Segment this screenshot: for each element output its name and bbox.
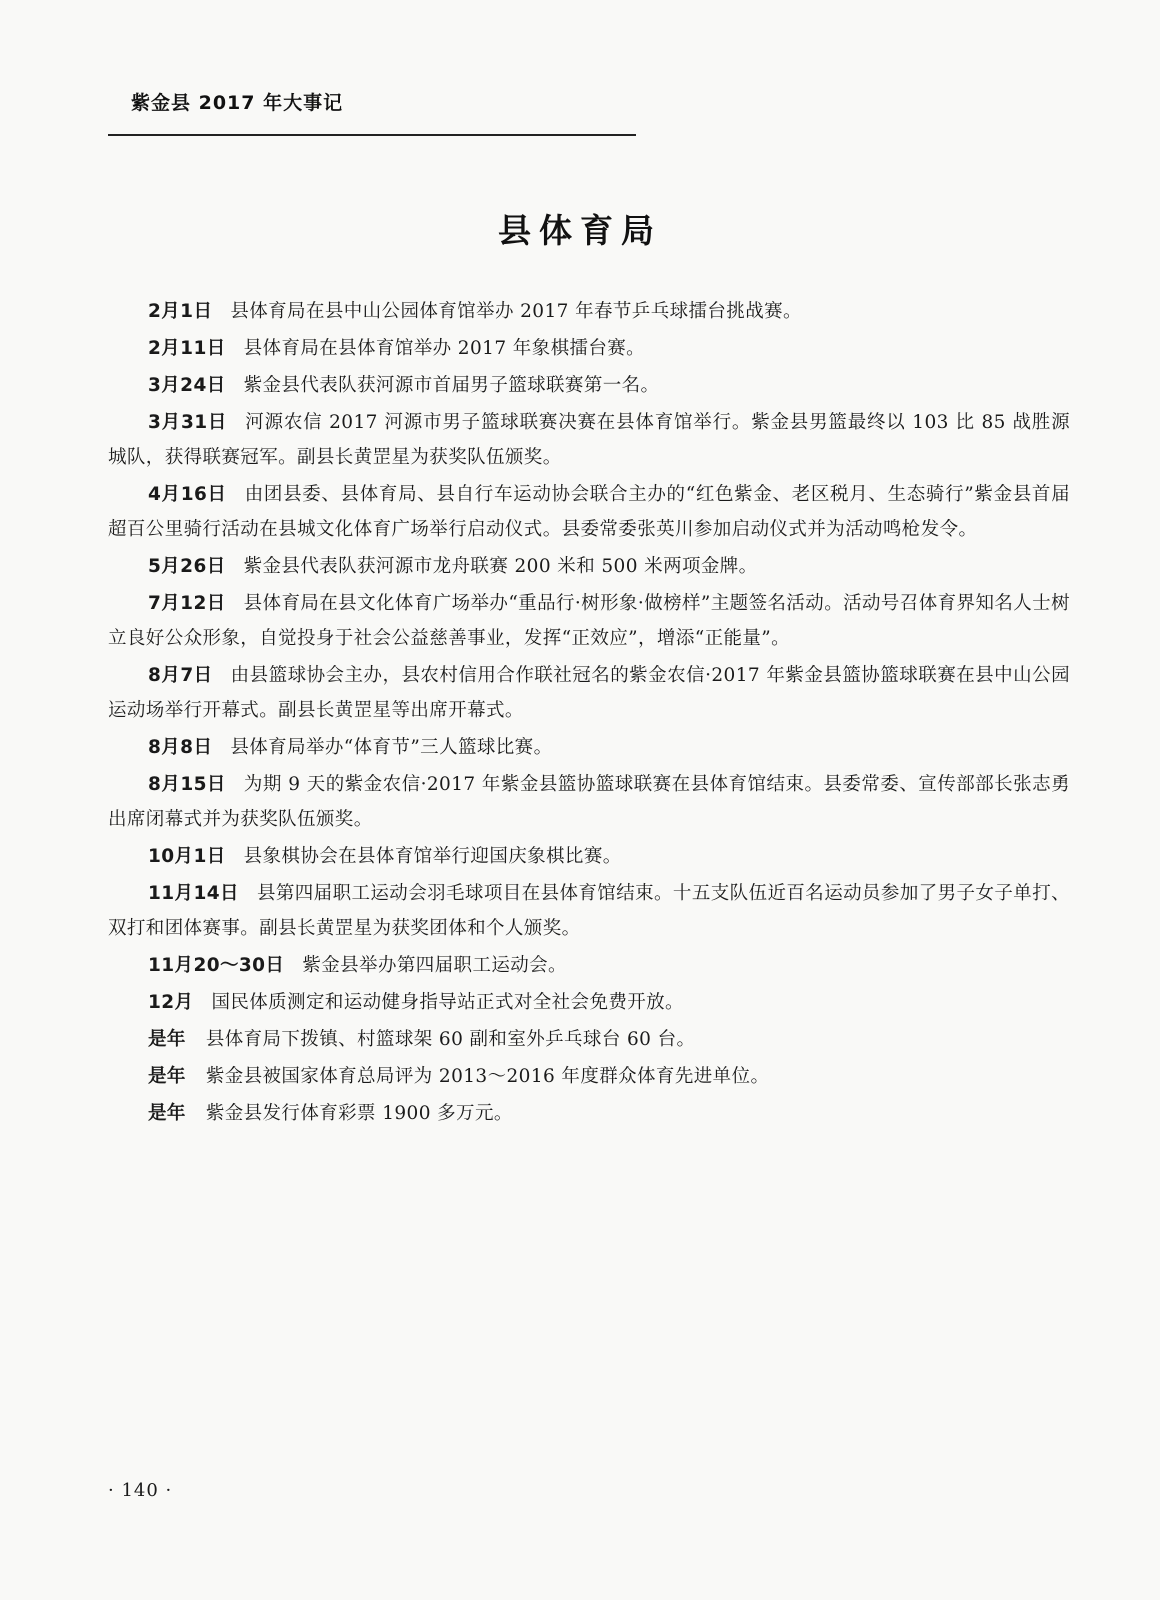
- chronicle-entry: [108, 1022, 1070, 1057]
- entry-text: 河源农信 2017 河源市男子篮球联赛决赛在县体育馆举行。紫金县男篮最终以 103 比 85 战胜源城队，获得联赛冠军。副县长黄罡星为获奖队伍颁奖。: [108, 412, 1070, 468]
- chronicle-entry: [108, 1059, 1070, 1094]
- chronicle-entry: [108, 767, 1070, 837]
- entry-text: 为期 9 天的紫金农信·2017 年紫金县篮协篮球联赛在县体育馆结束。县委常委、宣传部部长张志勇出席闭幕式并为获奖队伍颁奖。: [108, 774, 1071, 830]
- entry-text: 县第四届职工运动会羽毛球项目在县体育馆结束。十五支队伍近百名运动员参加了男子女子单打、双打和团体赛事。副县长黄罡星为获奖团体和个人颁奖。: [108, 883, 1070, 939]
- entry-date: 10月1日: [148, 846, 226, 867]
- entry-text: 县体育局在县体育馆举办 2017 年象棋擂台赛。: [243, 338, 646, 359]
- chronicle-entry: [108, 294, 1070, 329]
- chronicle-entry: [108, 1096, 1070, 1131]
- entry-date: 2月11日: [148, 338, 226, 359]
- entry-date: 3月24日: [148, 375, 226, 396]
- entry-text: 县体育局在县中山公园体育馆举办 2017 年春节乒乓球擂台挑战赛。: [230, 301, 802, 322]
- entry-text: 紫金县发行体育彩票 1900 多万元。: [205, 1103, 513, 1124]
- entry-date: 7月12日: [148, 593, 226, 614]
- entry-text: 县象棋协会在县体育馆举行迎国庆象棋比赛。: [243, 846, 622, 867]
- entry-date: 是年: [148, 1066, 186, 1087]
- entry-text: 紫金县代表队获河源市首届男子篮球联赛第一名。: [243, 375, 660, 396]
- section-title: 县体育局: [498, 211, 662, 250]
- entry-text: 国民体质测定和运动健身指导站正式对全社会免费开放。: [211, 992, 684, 1013]
- chronicle-entry: [108, 549, 1070, 584]
- chronicle-entry: [108, 477, 1070, 547]
- entry-date: 3月31日: [148, 412, 228, 433]
- entry-date: 8月8日: [148, 737, 213, 758]
- header-rule: [108, 134, 636, 136]
- entry-date: 12月: [148, 992, 194, 1013]
- chronicle-entry: [108, 368, 1070, 403]
- entry-text: 紫金县代表队获河源市龙舟联赛 200 米和 500 米两项金牌。: [243, 556, 758, 577]
- chronicle-entry: [108, 985, 1070, 1020]
- chronicle-entry: [108, 730, 1070, 765]
- chronicle-entry: [108, 839, 1070, 874]
- chronicle-entry: [108, 586, 1070, 656]
- chronicle-entry: [108, 948, 1070, 983]
- running-header: 紫金县 2017 年大事记: [131, 92, 344, 114]
- entry-date: 是年: [148, 1103, 186, 1124]
- entry-date: 是年: [148, 1029, 186, 1050]
- entry-date: 4月16日: [148, 484, 227, 505]
- entry-date: 11月14日: [148, 883, 239, 904]
- entry-text: 紫金县被国家体育总局评为 2013～2016 年度群众体育先进单位。: [205, 1066, 770, 1087]
- chronicle-entries: [108, 294, 1070, 1133]
- chronicle-entry: [108, 876, 1070, 946]
- entry-text: 由县篮球协会主办，县农村信用合作联社冠名的紫金农信·2017 年紫金县篮协篮球联赛在县中山公园运动场举行开幕式。副县长黄罡星等出席开幕式。: [108, 665, 1070, 721]
- chronicle-entry: [108, 658, 1070, 728]
- chronicle-entry: [108, 331, 1070, 366]
- entry-date: 11月20～30日: [148, 955, 285, 976]
- entry-date: 2月1日: [148, 301, 213, 322]
- entry-date: 8月7日: [148, 665, 213, 686]
- entry-text: 紫金县举办第四届职工运动会。: [302, 955, 567, 976]
- entry-date: 8月15日: [148, 774, 226, 795]
- entry-text: 由团县委、县体育局、县自行车运动协会联合主办的“红色紫金、老区税月、生态骑行”紫金县首届超百公里骑行活动在县城文化体育广场举行启动仪式。县委常委张英川参加启动仪式并为活动鸣枪发令。: [108, 484, 1070, 540]
- entry-date: 5月26日: [148, 556, 226, 577]
- entry-text: 县体育局举办“体育节”三人篮球比赛。: [230, 737, 553, 758]
- page-number: · 140 ·: [108, 1480, 173, 1501]
- entry-text: 县体育局下拨镇、村篮球架 60 副和室外乒乓球台 60 台。: [205, 1029, 696, 1050]
- entry-text: 县体育局在县文化体育广场举办“重品行·树形象·做榜样”主题签名活动。活动号召体育界知名人士树立良好公众形象，自觉投身于社会公益慈善事业，发挥“正效应”，增添“正能量”。: [108, 593, 1070, 649]
- chronicle-entry: [108, 405, 1070, 475]
